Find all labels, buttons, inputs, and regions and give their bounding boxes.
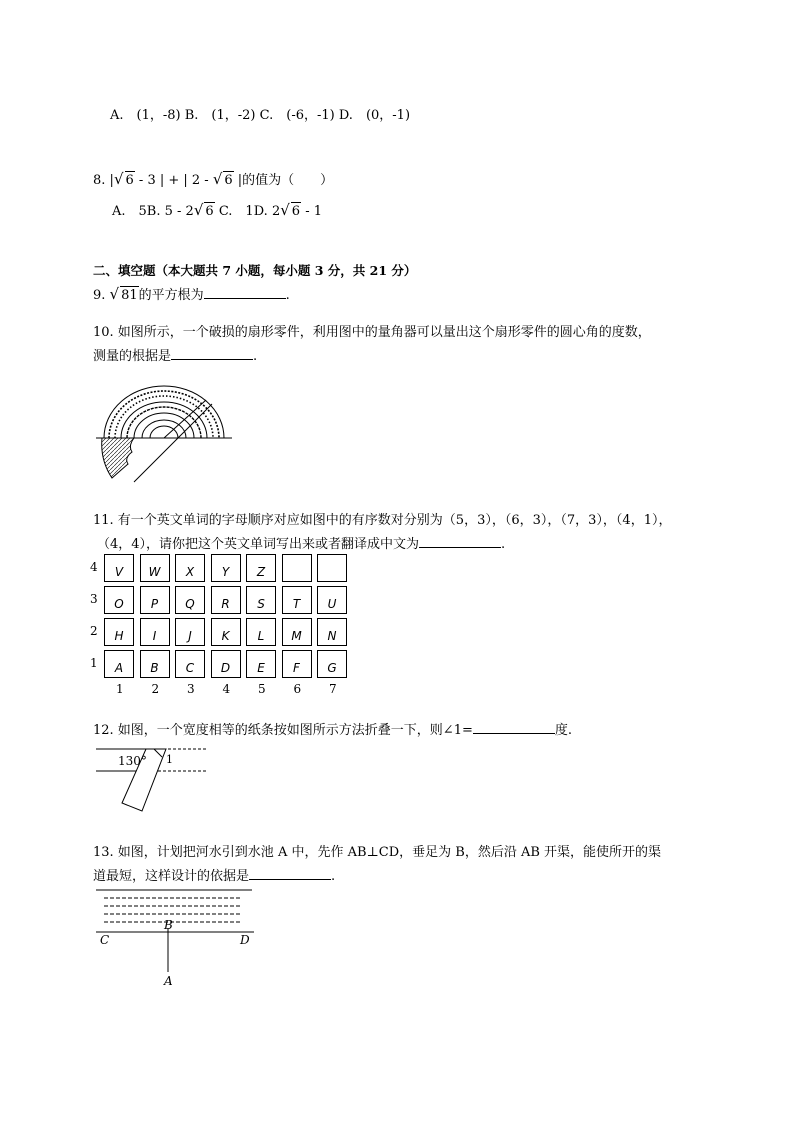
q13-label-b: B [164, 918, 173, 932]
q11-grid-cell: U [317, 586, 347, 614]
q9-text: 的平方根为 [138, 288, 204, 303]
q12-folded-strip-figure [96, 745, 216, 817]
q11-grid-cell: N [317, 618, 347, 646]
q8-option-a: A. 5B. [112, 204, 161, 219]
q11-grid-cell: C [175, 650, 205, 678]
q10-line2: 测量的根据是 [93, 349, 172, 364]
q11-grid-cell: Y [211, 554, 241, 582]
q9-question: 9. √ 81的平方根为 . [93, 285, 290, 303]
q11-grid-cell: E [246, 650, 276, 678]
q8-sqrt1: 6 [125, 173, 134, 188]
q13-line2-wrap [93, 865, 335, 886]
q13-river-figure [94, 884, 264, 994]
q10-end: . [253, 349, 258, 364]
q8-option-b-sqrt: 6 [205, 204, 214, 219]
q11-col-label: 7 [329, 682, 337, 696]
q11-grid-cell: Q [175, 586, 205, 614]
q12-angle-1-label: 1 [166, 753, 173, 766]
q11-grid-cell: L [246, 618, 276, 646]
q8-expr-part1: | [109, 173, 114, 188]
q10-line1: 10. 如图所示，一个破损的扇形零件，利用图中的量角器可以量出这个扇形零件的圆心角的度数， [93, 325, 651, 340]
q13-label-a: A [164, 974, 173, 988]
q11-line2-wrap [97, 533, 505, 554]
q9-number: 9. [93, 288, 106, 303]
q11-grid-cell: K [211, 618, 241, 646]
q11-grid-cell: I [140, 618, 170, 646]
q11-grid-cell: H [104, 618, 134, 646]
q11-grid-cell: R [211, 586, 241, 614]
q11-col-label: 1 [116, 682, 124, 696]
q11-col-label: 2 [151, 682, 160, 696]
q12-line: 12. 如图，一个宽度相等的纸条按如图所示方法折叠一下，则∠1= [93, 723, 473, 738]
q12-angle-130-label: 130° [118, 754, 147, 768]
q11-grid-cell: S [246, 586, 276, 614]
q13-end: . [331, 869, 336, 884]
q13-label-c: C [100, 933, 110, 947]
q11-row-label: 1 [90, 656, 98, 670]
q13-label-d: D [240, 933, 250, 947]
q9-sqrt: 81 [121, 288, 138, 303]
q8-options: A. 5B. 5 - 2√ 6 C. 1D. 2√ 6 - 1 [112, 201, 322, 219]
q12-answer-blank[interactable] [473, 719, 555, 734]
q11-grid-cell: W [140, 554, 170, 582]
q8-option-c: C. 1D. [218, 204, 268, 219]
q8-number: 8. [93, 173, 106, 188]
q8-expr-part3: |的值为（ ） [233, 173, 334, 188]
q11-row-label: 3 [90, 592, 98, 606]
q11-col-label: 3 [187, 682, 195, 696]
q11-grid-cell: O [104, 586, 134, 614]
q10-line2-wrap [93, 345, 257, 366]
q13-line2: 道最短，这样设计的依据是 [93, 869, 250, 884]
q11-grid-cell: T [282, 586, 312, 614]
q11-grid-cell: M [282, 618, 312, 646]
q11-answer-blank[interactable] [419, 533, 501, 548]
q11-row-label: 2 [90, 624, 98, 638]
q11-grid-cell: P [140, 586, 170, 614]
q9-answer-blank[interactable] [204, 284, 286, 299]
q11-grid-cell: G [317, 650, 347, 678]
q9-end: . [285, 288, 290, 303]
q10-protractor-figure [94, 378, 234, 488]
q13-answer-blank[interactable] [249, 865, 331, 880]
q11-line1: 11. 有一个英文单词的字母顺序对应如图中的有序数对分别为（5，3），（6，3），（7，3），（4，1）， [93, 513, 672, 528]
q11-grid-cell: B [140, 650, 170, 678]
q11-col-label: 6 [293, 682, 302, 696]
q11-grid-cell: X [175, 554, 205, 582]
q8-option-d-sqrt: 6 [291, 204, 301, 219]
q11-grid-cell: V [104, 554, 134, 582]
q7-options: A. (1，-8) B. (1，-2) C. (-6，-1) D. (0，-1) [110, 108, 411, 123]
q11-row-label: 4 [90, 560, 98, 574]
q8-option-b-text: 5 - 2 [164, 204, 194, 219]
section2-title: 二、填空题（本大题共 7 小题，每小题 3 分，共 21 分） [93, 263, 417, 278]
q8-option-d-text: 2 [271, 204, 281, 219]
q8-question: 8. |√ 6 - 3 | + | 2 - √ 6 |的值为（ ） [93, 170, 334, 188]
q8-option-d-tail: - 1 [301, 204, 322, 219]
q11-grid-cell [317, 554, 347, 582]
q11-col-label: 4 [222, 682, 231, 696]
q13-line1: 13. 如图，计划把河水引到水池 A 中，先作 AB⊥CD，垂足为 B，然后沿 AB 开渠，能使所开的渠 [93, 845, 662, 860]
q11-col-label: 5 [258, 682, 266, 696]
q11-line2: （4，4），请你把这个英文单词写出来或者翻译成中文为 [97, 537, 420, 552]
q12-end: 度. [554, 723, 573, 738]
q11-grid-cell: A [104, 650, 134, 678]
q10-answer-blank[interactable] [171, 345, 253, 360]
q12-line-wrap [93, 719, 572, 740]
q11-grid-cell: D [211, 650, 241, 678]
q11-grid-cell [282, 554, 312, 582]
q11-end: . [501, 537, 506, 552]
q11-grid-cell: Z [246, 554, 276, 582]
q11-grid-cell: F [282, 650, 312, 678]
q8-expr-part2: - 3 | + | 2 - [134, 173, 213, 188]
q11-grid-cell: J [175, 618, 205, 646]
q8-sqrt2: 6 [224, 173, 233, 188]
